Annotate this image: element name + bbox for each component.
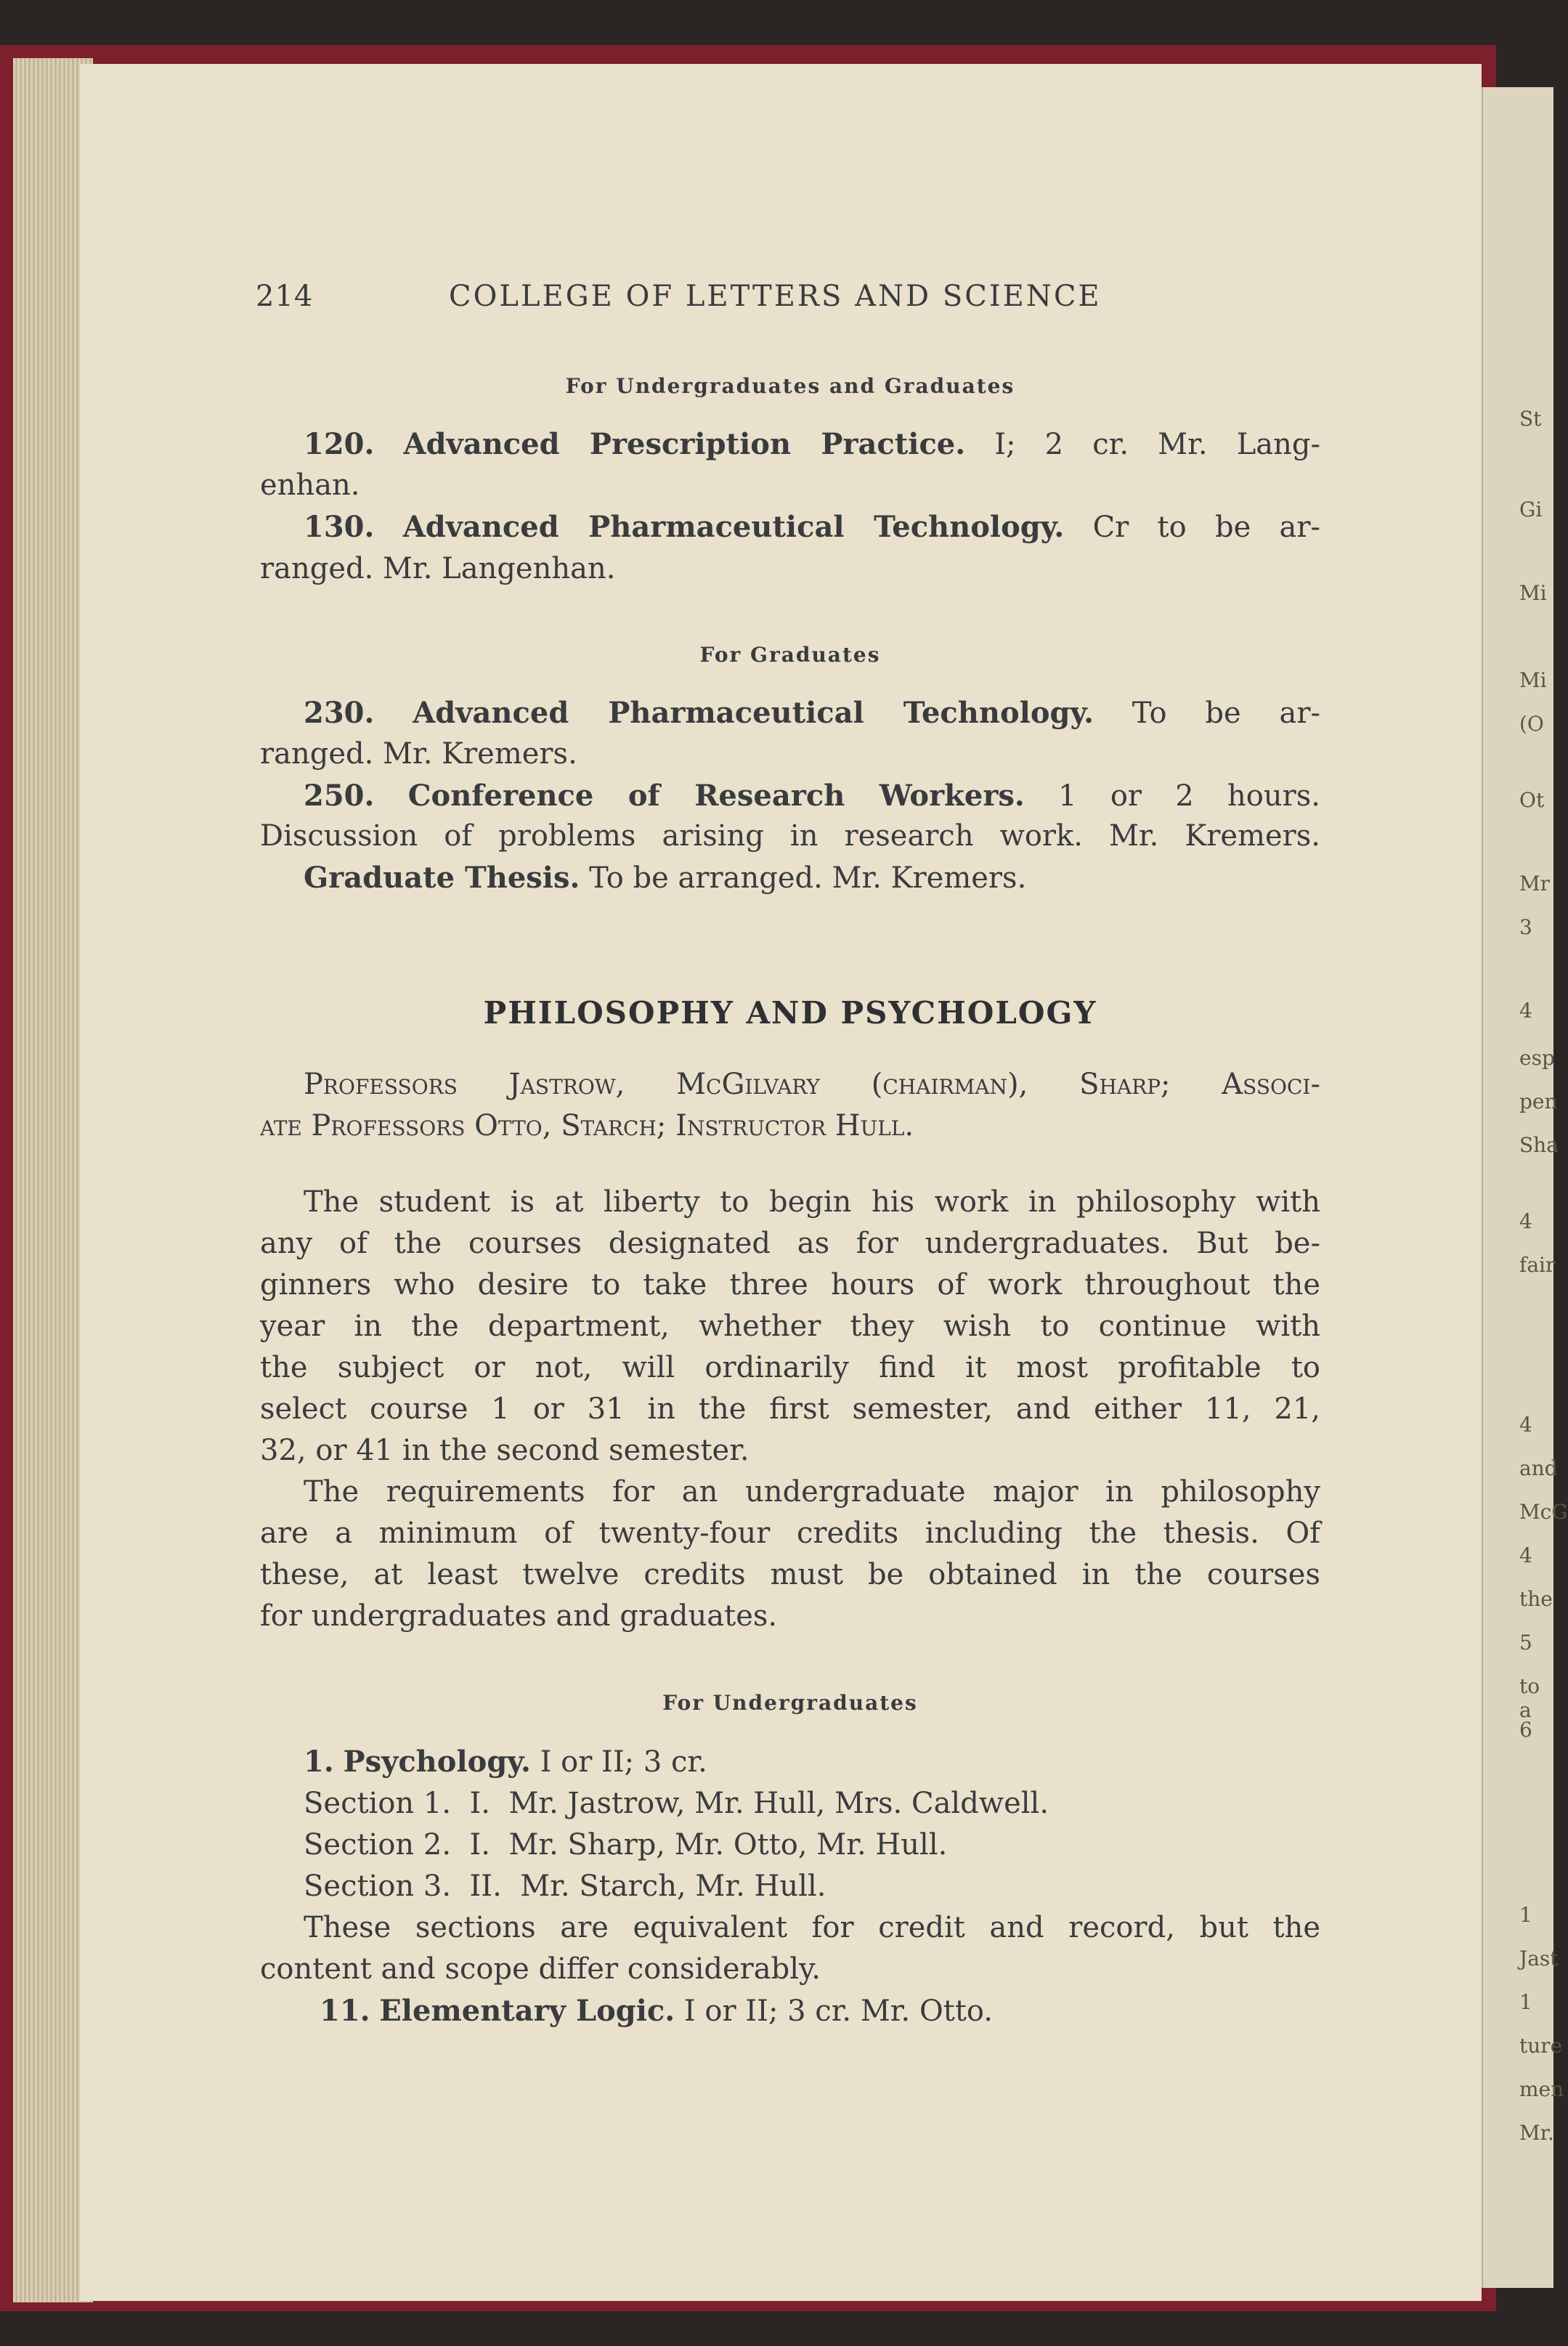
course-250-line1 bbox=[304, 779, 1320, 813]
paragraph-line: year in the department, whether they wish to continue with bbox=[260, 1310, 1320, 1343]
course-number: 130. bbox=[304, 510, 375, 544]
paragraph-line: for undergraduates and graduates. bbox=[260, 1599, 778, 1633]
fragment: 4 bbox=[1519, 999, 1532, 1023]
fragment: pen bbox=[1519, 1089, 1558, 1113]
fragment: Sha bbox=[1519, 1133, 1559, 1157]
fragment: Mr. bbox=[1519, 2121, 1554, 2145]
fragment: (O bbox=[1519, 712, 1544, 736]
course-details: 1 or 2 hours. bbox=[1058, 779, 1320, 813]
fragment: 3 bbox=[1519, 915, 1532, 939]
fragment: 4 bbox=[1519, 1209, 1532, 1233]
course-number: 230. bbox=[304, 696, 375, 730]
fragment: 4 bbox=[1519, 1413, 1532, 1437]
course-120-line1 bbox=[304, 427, 1320, 461]
course-1-line bbox=[304, 1745, 1320, 1779]
fragment: 4 bbox=[1519, 1543, 1532, 1567]
fragment: Jast bbox=[1519, 1947, 1559, 1970]
fragment: McG bbox=[1519, 1500, 1568, 1524]
course-number: 120. bbox=[304, 427, 375, 461]
course-230-line1 bbox=[304, 696, 1320, 730]
course-title: Elementary Logic. bbox=[379, 1994, 675, 2028]
course-number: 11. bbox=[320, 1994, 370, 2028]
course-number: 250. bbox=[304, 779, 375, 813]
paragraph-line: The requirements for an undergraduate major in philosophy bbox=[304, 1475, 1320, 1509]
course-11-line bbox=[320, 1994, 1320, 2028]
fragment: Mi bbox=[1519, 581, 1547, 605]
course-details: I; 2 cr. Mr. Lang- bbox=[994, 428, 1320, 461]
note-line: content and scope differ considerably. bbox=[260, 1952, 821, 1986]
paragraph-line: the subject or not, will ordinarily find it most profitable to bbox=[260, 1351, 1320, 1384]
fragment: ture bbox=[1519, 2034, 1563, 2058]
graduate-thesis-line bbox=[304, 861, 1320, 895]
note-line: These sections are equivalent for credit and record, but the bbox=[304, 1911, 1320, 1944]
course-title: Advanced Pharmaceutical Technology. bbox=[402, 510, 1065, 544]
paragraph-line: ginners who desire to take three hours of work throughout the bbox=[260, 1268, 1320, 1302]
course-title: Conference of Research Workers. bbox=[407, 779, 1025, 813]
fragment: 1 bbox=[1519, 1903, 1532, 1927]
thesis-details: To be arranged. Mr. Kremers. bbox=[589, 861, 1027, 895]
paragraph-line: select course 1 or 31 in the first semester, and either 11, 21, bbox=[260, 1392, 1320, 1426]
course-details: I or II; 3 cr. bbox=[540, 1745, 707, 1779]
course-details: To be ar- bbox=[1132, 697, 1320, 730]
running-title: COLLEGE OF LETTERS AND SCIENCE bbox=[449, 280, 1102, 313]
paragraph-line: 32, or 41 in the second semester. bbox=[260, 1434, 750, 1467]
course-title: Advanced Pharmaceutical Technology. bbox=[413, 696, 1094, 730]
section-line: Section 3. II. Mr. Starch, Mr. Hull. bbox=[304, 1870, 826, 1903]
paragraph-line: any of the courses designated as for undergraduates. But be- bbox=[260, 1227, 1320, 1260]
paragraph-line: The student is at liberty to begin his work in philosophy with bbox=[304, 1185, 1320, 1219]
fragment: Gi bbox=[1519, 498, 1543, 521]
subheading-ug-grad: For Undergraduates and Graduates bbox=[565, 374, 1015, 398]
fragment: Mi bbox=[1519, 668, 1547, 692]
thesis-title: Graduate Thesis. bbox=[304, 861, 580, 895]
subheading-ug: For Undergraduates bbox=[662, 1691, 918, 1715]
course-title: Advanced Prescription Practice. bbox=[403, 427, 966, 461]
fragment: men bbox=[1519, 2077, 1564, 2101]
fragment: esp bbox=[1519, 1046, 1555, 1070]
fragment: 6 bbox=[1519, 1718, 1532, 1742]
section-line: Section 2. I. Mr. Sharp, Mr. Otto, Mr. Hull. bbox=[304, 1828, 948, 1862]
course-120-line2: enhan. bbox=[260, 468, 360, 502]
fragment: and bbox=[1519, 1456, 1558, 1480]
paragraph-line: are a minimum of twenty-four credits including the thesis. Of bbox=[260, 1517, 1320, 1550]
course-230-line2: ranged. Mr. Kremers. bbox=[260, 737, 577, 771]
fragment: 5 bbox=[1519, 1631, 1532, 1655]
page-number: 214 bbox=[256, 280, 314, 313]
next-page-strip bbox=[1482, 87, 1568, 2288]
paragraph-line: these, at least twelve credits must be obtained in the courses bbox=[260, 1558, 1320, 1591]
course-250-line2: Discussion of problems arising in research work. Mr. Kremers. bbox=[260, 819, 1320, 853]
section-title: PHILOSOPHY AND PSYCHOLOGY bbox=[483, 995, 1097, 1031]
fragment: Ot bbox=[1519, 788, 1545, 812]
fragment: fair bbox=[1519, 1253, 1556, 1277]
course-details: I or II; 3 cr. Mr. Otto. bbox=[683, 1994, 994, 2028]
fragment: the bbox=[1519, 1587, 1553, 1611]
course-number: 1. bbox=[304, 1745, 334, 1779]
course-details: Cr to be ar- bbox=[1092, 511, 1320, 544]
subheading-grad: For Graduates bbox=[699, 643, 881, 667]
section-line: Section 1. I. Mr. Jastrow, Mr. Hull, Mrs. Caldwell. bbox=[304, 1787, 1049, 1820]
fragment: Mr bbox=[1519, 872, 1551, 896]
course-130-line1 bbox=[304, 510, 1320, 544]
fragment: to a bbox=[1519, 1674, 1540, 1722]
fragment: St bbox=[1519, 407, 1542, 431]
course-130-line2: ranged. Mr. Langenhan. bbox=[260, 552, 616, 585]
faculty-line-2: ate Professors Otto, Starch; Instructor Hull. bbox=[260, 1109, 914, 1142]
fragment: 1 bbox=[1519, 1990, 1532, 2014]
faculty-line-1: Professors Jastrow, McGilvary (chairman), Sharp; Associ- bbox=[304, 1068, 1320, 1101]
course-title: Psychology. bbox=[343, 1745, 531, 1779]
